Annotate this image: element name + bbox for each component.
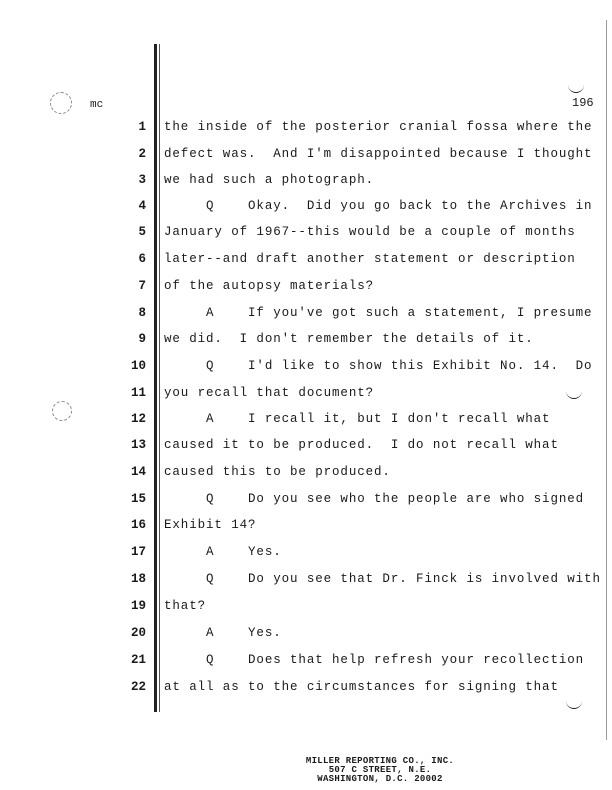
transcript-line: defect was. And I'm disappointed because I thought	[164, 147, 593, 161]
left-margin-rule-inner	[159, 44, 160, 712]
line-number: 17	[130, 545, 146, 559]
line-number: 20	[130, 626, 146, 640]
line-number: 10	[130, 359, 146, 373]
transcript-line: Q I'd like to show this Exhibit No. 14. Do	[164, 359, 593, 373]
line-number: 4	[138, 199, 146, 213]
line-number: 19	[130, 599, 146, 613]
footer-company: MILLER REPORTING CO., INC.	[305, 756, 455, 766]
transcript-line: Q Does that help refresh your recollection	[164, 653, 585, 667]
line-number: 9	[138, 332, 146, 346]
transcript-line: caused this to be produced.	[164, 465, 391, 479]
transcript-line: caused it to be produced. I do not recall what	[164, 438, 559, 452]
line-number: 13	[130, 438, 146, 452]
footer-city: WASHINGTON, D.C. 20002	[317, 774, 443, 784]
transcript-line: Q Do you see who the people are who signed	[164, 492, 585, 506]
line-number: 21	[130, 653, 146, 667]
transcript-line: Exhibit 14?	[164, 518, 257, 532]
line-number: 5	[138, 225, 146, 239]
check-mark-icon	[568, 84, 584, 93]
line-number: 18	[130, 572, 146, 586]
transcript-line: Q Do you see that Dr. Finck is involved with	[164, 572, 601, 586]
line-number: 6	[138, 252, 146, 266]
transcript-line: the inside of the posterior cranial fossa where the	[164, 120, 593, 134]
reporter-initials: mc	[90, 99, 104, 111]
line-number: 12	[130, 412, 146, 426]
punch-hole-top	[50, 92, 72, 114]
line-number: 16	[130, 518, 146, 532]
line-number: 8	[138, 306, 146, 320]
transcript-line: of the autopsy materials?	[164, 279, 375, 293]
transcript-line: that?	[164, 599, 207, 613]
punch-hole-middle	[52, 401, 72, 421]
transcript-line: A Yes.	[164, 626, 282, 640]
transcript-line: later--and draft another statement or description	[164, 252, 576, 266]
transcript-line: at all as to the circumstances for signing that	[164, 680, 559, 694]
line-number: 11	[130, 386, 146, 400]
line-number: 3	[138, 173, 146, 187]
transcript-line: January of 1967--this would be a couple of months	[164, 225, 576, 239]
line-number: 1	[138, 120, 146, 134]
line-number: 2	[138, 147, 146, 161]
line-number: 7	[138, 279, 146, 293]
page-number: 196	[572, 96, 594, 110]
footer-street: 507 C STREET, N.E.	[328, 765, 432, 775]
transcript-line: A I recall it, but I don't recall what	[164, 412, 551, 426]
transcript-line: we did. I don't remember the details of it.	[164, 332, 534, 346]
transcript-line: A If you've got such a statement, I presume	[164, 306, 593, 320]
left-margin-rule	[154, 44, 157, 712]
transcript-line: A Yes.	[164, 545, 282, 559]
line-number: 15	[130, 492, 146, 506]
transcript-line: we had such a photograph.	[164, 173, 375, 187]
line-number: 22	[130, 680, 146, 694]
right-page-edge	[606, 20, 607, 740]
transcript-line: you recall that document?	[164, 386, 375, 400]
transcript-line: Q Okay. Did you go back to the Archives in	[164, 199, 593, 213]
line-number: 14	[130, 465, 146, 479]
check-mark-icon	[566, 700, 582, 709]
